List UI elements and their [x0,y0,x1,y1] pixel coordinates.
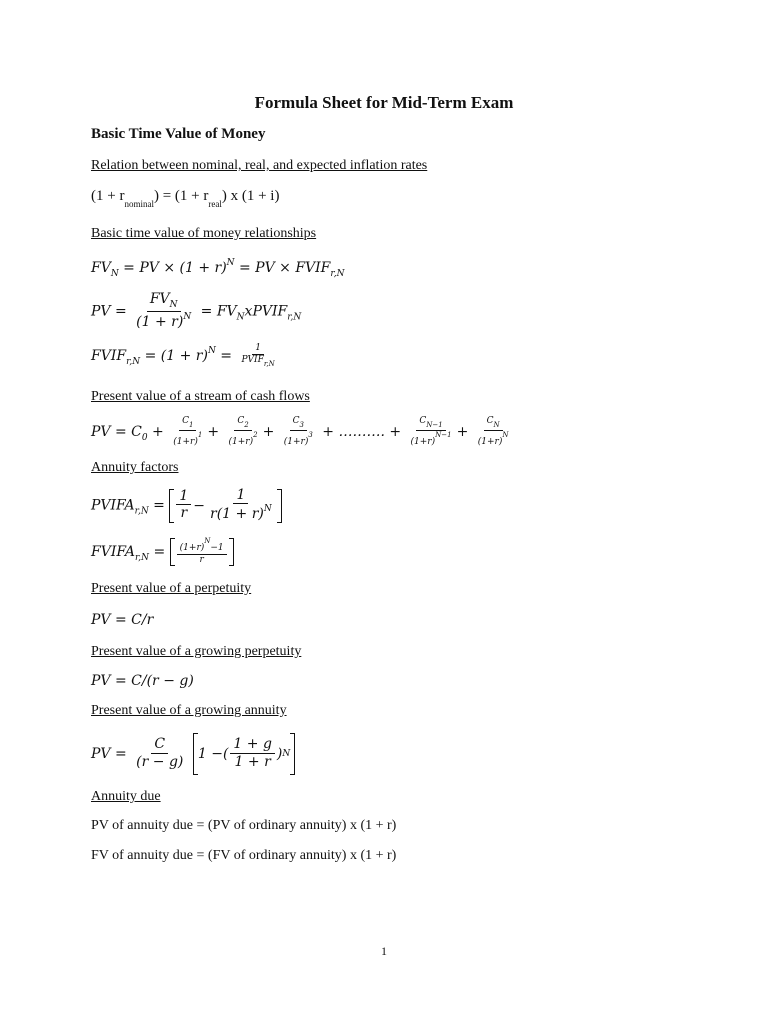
numerator: 1 [233,488,248,504]
section-heading-growing-annuity: Present value of a growing annuity [91,703,287,718]
formula-part: FV [91,260,111,276]
numerator: (1+r) [179,543,205,554]
denominator: (1+r) [410,436,436,447]
formula-part: + [147,424,169,441]
formula-part: PVIFA [91,497,135,514]
formula-subscript: N [493,421,500,429]
formula-superscript: 2 [253,430,258,439]
formula-superscript: N [282,749,291,759]
numerator: C [182,416,189,426]
formula-subscript: N [110,269,119,279]
formula-growing-annuity [91,733,295,775]
subheading: Basic Time Value of Money [91,126,266,142]
formula-superscript: N−1 [435,430,452,439]
denominator: PVIF [241,354,264,365]
denominator: (1+r) [477,436,503,447]
denominator: (1 + r) [136,313,184,330]
section-heading-growing-perpetuity: Present value of a growing perpetuity [91,644,302,659]
formula-superscript: N [207,346,216,357]
denominator: (r − g) [136,753,184,770]
formula-part: = [148,497,170,514]
formula-fv [91,258,344,279]
fraction [408,417,455,447]
formula-part: = [215,348,237,365]
formula-part: FVIF [91,348,127,365]
formula-superscript: N [183,311,192,322]
section-heading-nominal-real: Relation between nominal, real, and expected inflation rates [91,158,428,173]
section-heading-perpetuity: Present value of a perpetuity [91,581,252,596]
page-number: 1 [381,944,387,958]
formula-superscript: N [226,258,235,268]
formula-subscript: r,N [330,269,345,279]
formula-superscript: 1 [197,430,203,439]
formula-subscript: 1 [188,421,194,429]
denominator: r(1 + r) [210,506,264,523]
numerator: C [486,416,494,426]
formula-part: = PV × FVIF [234,260,331,276]
formula-pv [91,292,301,331]
formula-stream: PV = $C_0$ + $\frac{C_1}{(1+r)^1}$ + $\frac{C_2}{(1+r)^2}$ + $\frac{C_3}{(1+r)^3}$ + ………. + $\frac{C_{N-1}}{(1+r)^{N-1}}$ + $\frac{C_N}{(1+r)^N}$ [91,417,513,447]
annuity-due-fv: FV of annuity due = (FV of ordinary annuity) x (1 + r) [91,848,397,863]
formula-subscript: 3 [299,421,304,429]
formula-part: ) = (1 + r [153,188,209,204]
fraction [226,417,261,447]
formula-part: = FV [196,303,237,320]
formula-nominal-real [91,188,279,209]
fraction [230,737,275,770]
denominator: (1+r) [228,436,254,447]
formula-pvifa [91,488,282,523]
denominator: r [199,555,204,566]
formula-subscript: r,N [126,357,141,368]
numerator: 1 + g [230,737,275,753]
bracket-group [169,488,281,523]
formula-subscript: N [236,312,245,323]
formula-subscript: nominal [124,199,154,209]
section-heading-annuity-due: Annuity due [91,789,161,804]
numerator: C [237,416,245,426]
formula-subscript: r,N [134,506,149,517]
numerator: C [151,737,168,753]
formula-part: (1 + r [91,188,125,204]
section-heading-tvm: Basic time value of money relationships [91,226,317,241]
numerator: FV [149,291,170,307]
denominator: (1+r) [283,436,309,447]
denominator: 1 + r [234,753,271,770]
formula-subscript: 0 [141,433,148,444]
formula-part: xPVIF [244,303,288,320]
annuity-due-pv: PV of annuity due = (PV of ordinary annuity) x (1 + r) [91,818,397,833]
fraction [177,538,227,566]
formula-part: ) x (1 + i) [221,188,280,204]
bracket-group [170,538,234,566]
formula-perpetuity: PV = C/r [91,612,154,628]
numerator: 1 [252,344,264,355]
formula-part: FVIFA [91,544,135,560]
formula-part: + ………. + [317,424,406,441]
formula-fvifa [91,538,234,566]
formula-subscript: real [208,199,222,209]
fraction [176,489,191,522]
formula-superscript: N [204,537,211,546]
document-title: Formula Sheet for Mid-Term Exam [254,93,514,112]
formula-part: PV = C [91,424,142,441]
formula-subscript: r,N [263,359,275,368]
formula-subscript: 2 [244,421,249,429]
formula-subscript: r,N [134,553,150,563]
fraction [133,292,194,331]
numerator: C [419,416,427,426]
section-heading-annuity: Annuity factors [91,460,179,475]
formula-superscript: N [263,504,272,515]
formula-subscript: r,N [287,312,302,323]
fraction [207,488,275,523]
fraction [281,417,316,447]
formula-part: 1 − [197,746,223,762]
formula-part: PV = [91,303,132,320]
denominator: (1+r) [173,436,198,447]
formula-fvif [91,344,280,368]
denominator: r [180,505,188,522]
bracket-group: 1 − ( $\frac{1 + g}{1 + r}$ ) N [193,733,295,775]
formula-part: = (1 + r) [140,348,208,365]
formula-part: = [149,544,170,560]
numerator-tail: −1 [210,543,224,554]
numerator: C [292,416,300,426]
formula-superscript: N [502,430,509,439]
formula-growing-perpetuity: PV = C/(r − g) [91,673,194,689]
fraction [133,737,186,770]
formula-subscript: N−1 [426,421,443,429]
fraction [170,417,205,447]
formula-part: − [193,497,206,514]
numerator: 1 [176,489,191,505]
formula-part: = PV × (1 + r) [118,260,227,276]
formula-part: PV = [91,746,132,762]
formula-superscript: 3 [308,430,313,439]
section-heading-stream: Present value of a stream of cash flows [91,389,310,404]
fraction [475,417,512,447]
fraction [238,344,277,368]
formula-subscript: N [169,300,178,310]
